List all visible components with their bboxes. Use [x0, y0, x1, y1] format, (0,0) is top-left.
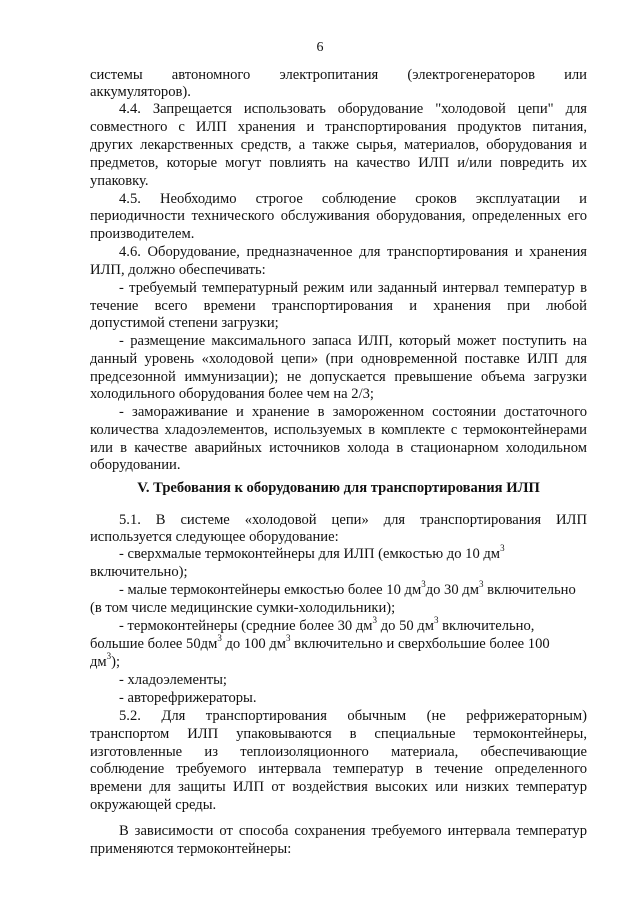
text-line: используется следующее оборудование: [90, 529, 339, 545]
page-number: 6 [316, 40, 324, 55]
text-line: транспортом ИЛП упаковываются в специальные термоконтейнеры, [90, 726, 587, 742]
section-heading: V. Требования к оборудованию для транспортирования ИЛП [137, 480, 540, 496]
text-line: предсезонной иммунизации); не допускается превышение объема загрузки [90, 369, 587, 385]
text-line: 4.6. Оборудование, предназначенное для транспортирования и хранения [119, 244, 587, 260]
text-line: или в качестве аварийных источников холода в стационарном холодильном [90, 440, 587, 456]
text-line: системы автономного электропитания (электрогенераторов или [90, 67, 587, 83]
text-line: изготовленные из теплоизоляционного материала, обеспечивающие [90, 744, 587, 760]
text-line: аккумуляторов). [90, 84, 191, 100]
text-line: количества хладоэлементов, используемых в комплекте с термоконтейнерами [90, 422, 587, 438]
text-line: производителем. [90, 226, 195, 242]
text-line: ИЛП, должно обеспечивать: [90, 262, 266, 278]
text-line: применяются термоконтейнеры: [90, 841, 292, 857]
text-line: - сверхмалые термоконтейнеры для ИЛП (емкостью до 10 $дм^3$ [119, 543, 505, 562]
text-line: - термоконтейнеры (средние более 30 $дм^3$ до 50 $дм^3$ включительно, [119, 615, 535, 634]
text-line: оборудовании. [90, 457, 181, 473]
text-line: холодильного оборудования более чем на 2/3; [90, 386, 374, 402]
text-line: периодичности технического обслуживания оборудования, определенных его [90, 208, 587, 224]
text-line: 4.4. Запрещается использовать оборудование "холодовой цепи" для [119, 101, 587, 117]
text-line: 5.1. В системе «холодовой цепи» для транспортирования ИЛП [119, 512, 587, 528]
text-line: 4.5. Необходимо строгое соблюдение сроков эксплуатации и [119, 191, 587, 207]
text-line: 5.2. Для транспортирования обычным (не рефрижераторным) [119, 708, 587, 724]
text-line: включительно); [90, 564, 188, 580]
text-line: (в том числе медицинские сумки-холодильники); [90, 600, 396, 616]
text-line: данный уровень «холодовой цепи» (при одновременной поставке ИЛП для [90, 351, 587, 367]
text-line: - малые термоконтейнеры емкостью более 10 $дм^3до$ 30 $дм^3$ включительно [119, 579, 576, 598]
text-line: - авторефрижераторы. [119, 690, 257, 706]
text-line: - хладоэлементы; [119, 672, 227, 688]
text-line: $дм^3$); [90, 651, 121, 670]
text-line: времени для защиты ИЛП от воздействия высоких или низких температур [90, 779, 587, 795]
text-line: - требуемый температурный режим или заданный интервал температур в [119, 280, 587, 296]
text-line: - размещение максимального запаса ИЛП, который может поступить на [119, 333, 587, 349]
text-line: - замораживание и хранение в замороженном состоянии достаточного [119, 404, 587, 420]
text-line: предметов, которые могут повлиять на качество ИЛП и/или повредить их [90, 155, 587, 171]
text-line: В зависимости от способа сохранения требуемого интервала температур [119, 823, 587, 839]
text-line: упаковку. [90, 173, 149, 189]
text-line: соблюдение требуемого интервала температур в течение определенного [90, 761, 587, 777]
text-line: совместного с ИЛП хранения и транспортирования продуктов питания, [90, 119, 587, 135]
text-line: окружающей среды. [90, 797, 217, 813]
text-line: течение всего времени транспортирования и хранения при любой [90, 298, 587, 314]
text-line: большие более $50дм^3$ до 100 $дм^3$ включительно и сверхбольшие более 100 [90, 633, 550, 652]
text-line: допустимой степени загрузки; [90, 315, 279, 331]
text-line: других лекарственных средств, а также сырья, материалов, оборудования и [90, 137, 587, 153]
